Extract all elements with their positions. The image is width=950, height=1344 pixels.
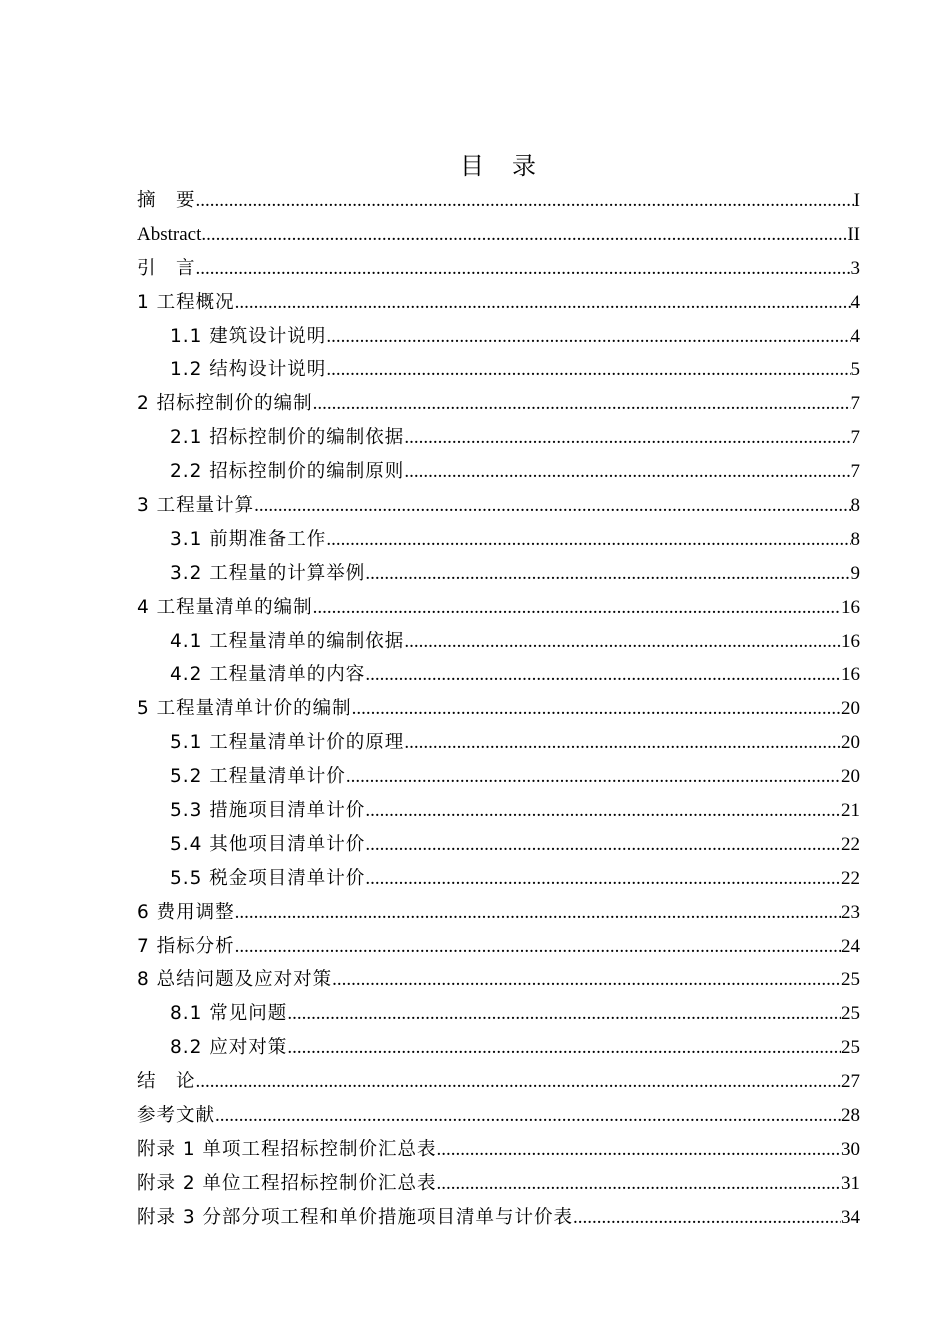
toc-entry-page-number: 20 bbox=[841, 732, 860, 754]
toc-entry-page-number: 9 bbox=[850, 562, 860, 584]
toc-entry-page-number: 23 bbox=[841, 901, 860, 923]
toc-leader-dots bbox=[437, 1167, 841, 1201]
toc-leader-dots bbox=[313, 591, 841, 625]
toc-leader-dots bbox=[346, 760, 841, 794]
toc-entry-page-number: 31 bbox=[841, 1172, 860, 1194]
toc-leader-dots bbox=[365, 828, 841, 862]
toc-entry-label: 3.2 工程量的计算举例 bbox=[170, 562, 366, 584]
toc-leader-dots bbox=[404, 726, 841, 760]
toc-entry[interactable] bbox=[137, 286, 860, 320]
toc-entry[interactable] bbox=[137, 557, 860, 591]
toc-entry[interactable] bbox=[137, 930, 860, 964]
toc-entry-page-number: 27 bbox=[841, 1071, 860, 1093]
toc-title: 目 录 bbox=[460, 152, 538, 180]
toc-entry-page-number: 22 bbox=[841, 833, 860, 855]
toc-entry-label: 5 工程量清单计价的编制 bbox=[137, 698, 352, 720]
toc-leader-dots bbox=[215, 1099, 841, 1133]
toc-entry-label: 8.1 常见问题 bbox=[170, 1003, 288, 1025]
toc-entry-page-number: 4 bbox=[850, 291, 860, 313]
toc-entry-label: 2.1 招标控制价的编制依据 bbox=[170, 427, 405, 449]
toc-entry-page-number: 30 bbox=[841, 1138, 860, 1160]
toc-leader-dots bbox=[365, 862, 841, 896]
toc-entry[interactable] bbox=[137, 1201, 860, 1235]
toc-entry[interactable] bbox=[137, 1099, 860, 1133]
toc-entry-label: 5.2 工程量清单计价 bbox=[170, 766, 346, 788]
toc-entry[interactable] bbox=[137, 896, 860, 930]
toc-entry-label: 4.1 工程量清单的编制依据 bbox=[170, 630, 405, 652]
toc-leader-dots bbox=[196, 252, 851, 286]
toc-leader-dots bbox=[326, 353, 850, 387]
toc-entry-page-number: 16 bbox=[841, 596, 860, 618]
toc-entry-label: 附录 2 单位工程招标控制价汇总表 bbox=[137, 1172, 437, 1194]
toc-entry-label: 结 论 bbox=[137, 1071, 196, 1093]
toc-entry[interactable] bbox=[137, 625, 860, 659]
toc-entry-page-number: 25 bbox=[841, 1003, 860, 1025]
toc-entry-page-number: 7 bbox=[850, 393, 860, 415]
toc-leader-dots bbox=[235, 930, 841, 964]
toc-leader-dots bbox=[313, 387, 851, 421]
toc-entry[interactable] bbox=[137, 421, 860, 455]
toc-entry[interactable] bbox=[137, 353, 860, 387]
toc-entry-label: 5.1 工程量清单计价的原理 bbox=[170, 732, 405, 754]
toc-entry[interactable] bbox=[137, 489, 860, 523]
toc-entry-label: 引 言 bbox=[137, 257, 196, 279]
toc-entry-label: 8.2 应对对策 bbox=[170, 1037, 288, 1059]
toc-entry-page-number: 22 bbox=[841, 867, 860, 889]
toc-entry-label: 3.1 前期准备工作 bbox=[170, 528, 327, 550]
toc-leader-dots bbox=[235, 286, 851, 320]
toc-entry-label: 附录 1 单项工程招标控制价汇总表 bbox=[137, 1138, 437, 1160]
toc-leader-dots bbox=[254, 489, 850, 523]
toc-entry-page-number: 21 bbox=[841, 800, 860, 822]
toc-leader-dots bbox=[287, 1031, 841, 1065]
toc-entry-label: 1.1 建筑设计说明 bbox=[170, 325, 327, 347]
toc-entry[interactable] bbox=[137, 320, 860, 354]
toc-entry-page-number: 8 bbox=[850, 528, 860, 550]
toc-entry[interactable] bbox=[137, 218, 860, 252]
toc-leader-dots bbox=[196, 1065, 841, 1099]
toc-entry[interactable] bbox=[137, 963, 860, 997]
toc-entry-label: 1.2 结构设计说明 bbox=[170, 359, 327, 381]
toc-leader-dots bbox=[437, 1133, 841, 1167]
toc-entry[interactable] bbox=[137, 726, 860, 760]
toc-entry-page-number: 7 bbox=[850, 427, 860, 449]
toc-entry[interactable] bbox=[137, 591, 860, 625]
toc-entry-page-number: 5 bbox=[850, 359, 860, 381]
toc-entry-page-number: 4 bbox=[850, 325, 860, 347]
toc-leader-dots bbox=[404, 625, 841, 659]
toc-entry-page-number: 8 bbox=[850, 495, 860, 517]
toc-entry-page-number: 24 bbox=[841, 935, 860, 957]
toc-leader-dots bbox=[326, 320, 850, 354]
toc-entry-label: 8 总结问题及应对对策 bbox=[137, 969, 333, 991]
toc-leader-dots bbox=[404, 455, 850, 489]
toc-entry-page-number: 16 bbox=[841, 664, 860, 686]
toc-entry[interactable] bbox=[137, 1133, 860, 1167]
toc-entry-label: 参考文献 bbox=[137, 1105, 216, 1127]
toc-entry[interactable] bbox=[137, 1031, 860, 1065]
toc-entry-page-number: 25 bbox=[841, 1037, 860, 1059]
toc-entry-label: 2.2 招标控制价的编制原则 bbox=[170, 461, 405, 483]
toc-entry-label: 5.5 税金项目清单计价 bbox=[170, 867, 366, 889]
toc-entry-page-number: II bbox=[847, 223, 860, 245]
toc-leader-dots bbox=[404, 421, 850, 455]
toc-entry-page-number: 3 bbox=[850, 257, 860, 279]
toc-entry-label: 5.4 其他项目清单计价 bbox=[170, 833, 366, 855]
toc-entry[interactable] bbox=[137, 828, 860, 862]
toc-entry-label: 5.3 措施项目清单计价 bbox=[170, 800, 366, 822]
toc-leader-dots bbox=[365, 794, 841, 828]
toc-entry[interactable] bbox=[137, 1065, 860, 1099]
toc-entry-page-number: I bbox=[853, 190, 860, 211]
toc-entry-page-number: 16 bbox=[841, 630, 860, 652]
toc-leader-dots bbox=[326, 523, 850, 557]
toc-entry[interactable] bbox=[137, 387, 860, 421]
toc-entry-label: Abstract bbox=[137, 223, 202, 245]
toc-entry-page-number: 25 bbox=[841, 969, 860, 991]
toc-leader-dots bbox=[365, 658, 841, 692]
toc-entry-label: 4.2 工程量清单的内容 bbox=[170, 664, 366, 686]
toc-entry[interactable] bbox=[137, 523, 860, 557]
toc-entry-page-number: 34 bbox=[841, 1206, 860, 1228]
toc-entry[interactable] bbox=[137, 692, 860, 726]
toc-entry-label: 摘 要 bbox=[137, 190, 196, 211]
toc-list bbox=[137, 184, 860, 1235]
toc-leader-dots bbox=[235, 896, 841, 930]
toc-entry[interactable] bbox=[137, 997, 860, 1031]
toc-entry-label: 2 招标控制价的编制 bbox=[137, 393, 313, 415]
toc-leader-dots bbox=[287, 997, 841, 1031]
toc-entry-label: 7 指标分析 bbox=[137, 935, 235, 957]
toc-entry-page-number: 20 bbox=[841, 698, 860, 720]
toc-entry[interactable] bbox=[137, 252, 860, 286]
toc-entry-label: 6 费用调整 bbox=[137, 901, 235, 923]
toc-entry[interactable] bbox=[137, 184, 860, 218]
toc-entry-label: 3 工程量计算 bbox=[137, 495, 255, 517]
toc-entry[interactable] bbox=[137, 794, 860, 828]
toc-entry[interactable] bbox=[137, 1167, 860, 1201]
toc-entry[interactable] bbox=[137, 760, 860, 794]
toc-leader-dots bbox=[201, 218, 847, 252]
toc-entry-label: 附录 3 分部分项工程和单价措施项目清单与计价表 bbox=[137, 1206, 574, 1228]
toc-leader-dots bbox=[573, 1201, 841, 1235]
toc-entry-label: 1 工程概况 bbox=[137, 291, 235, 313]
toc-entry-page-number: 28 bbox=[841, 1105, 860, 1127]
toc-entry-page-number: 7 bbox=[850, 461, 860, 483]
toc-entry-page-number: 20 bbox=[841, 766, 860, 788]
toc-entry[interactable] bbox=[137, 658, 860, 692]
toc-entry[interactable] bbox=[137, 455, 860, 489]
toc-entry-label: 4 工程量清单的编制 bbox=[137, 596, 313, 618]
toc-leader-dots bbox=[352, 692, 841, 726]
toc-leader-dots bbox=[365, 557, 850, 591]
toc-leader-dots bbox=[332, 963, 841, 997]
toc-leader-dots bbox=[196, 184, 854, 218]
toc-entry[interactable] bbox=[137, 862, 860, 896]
